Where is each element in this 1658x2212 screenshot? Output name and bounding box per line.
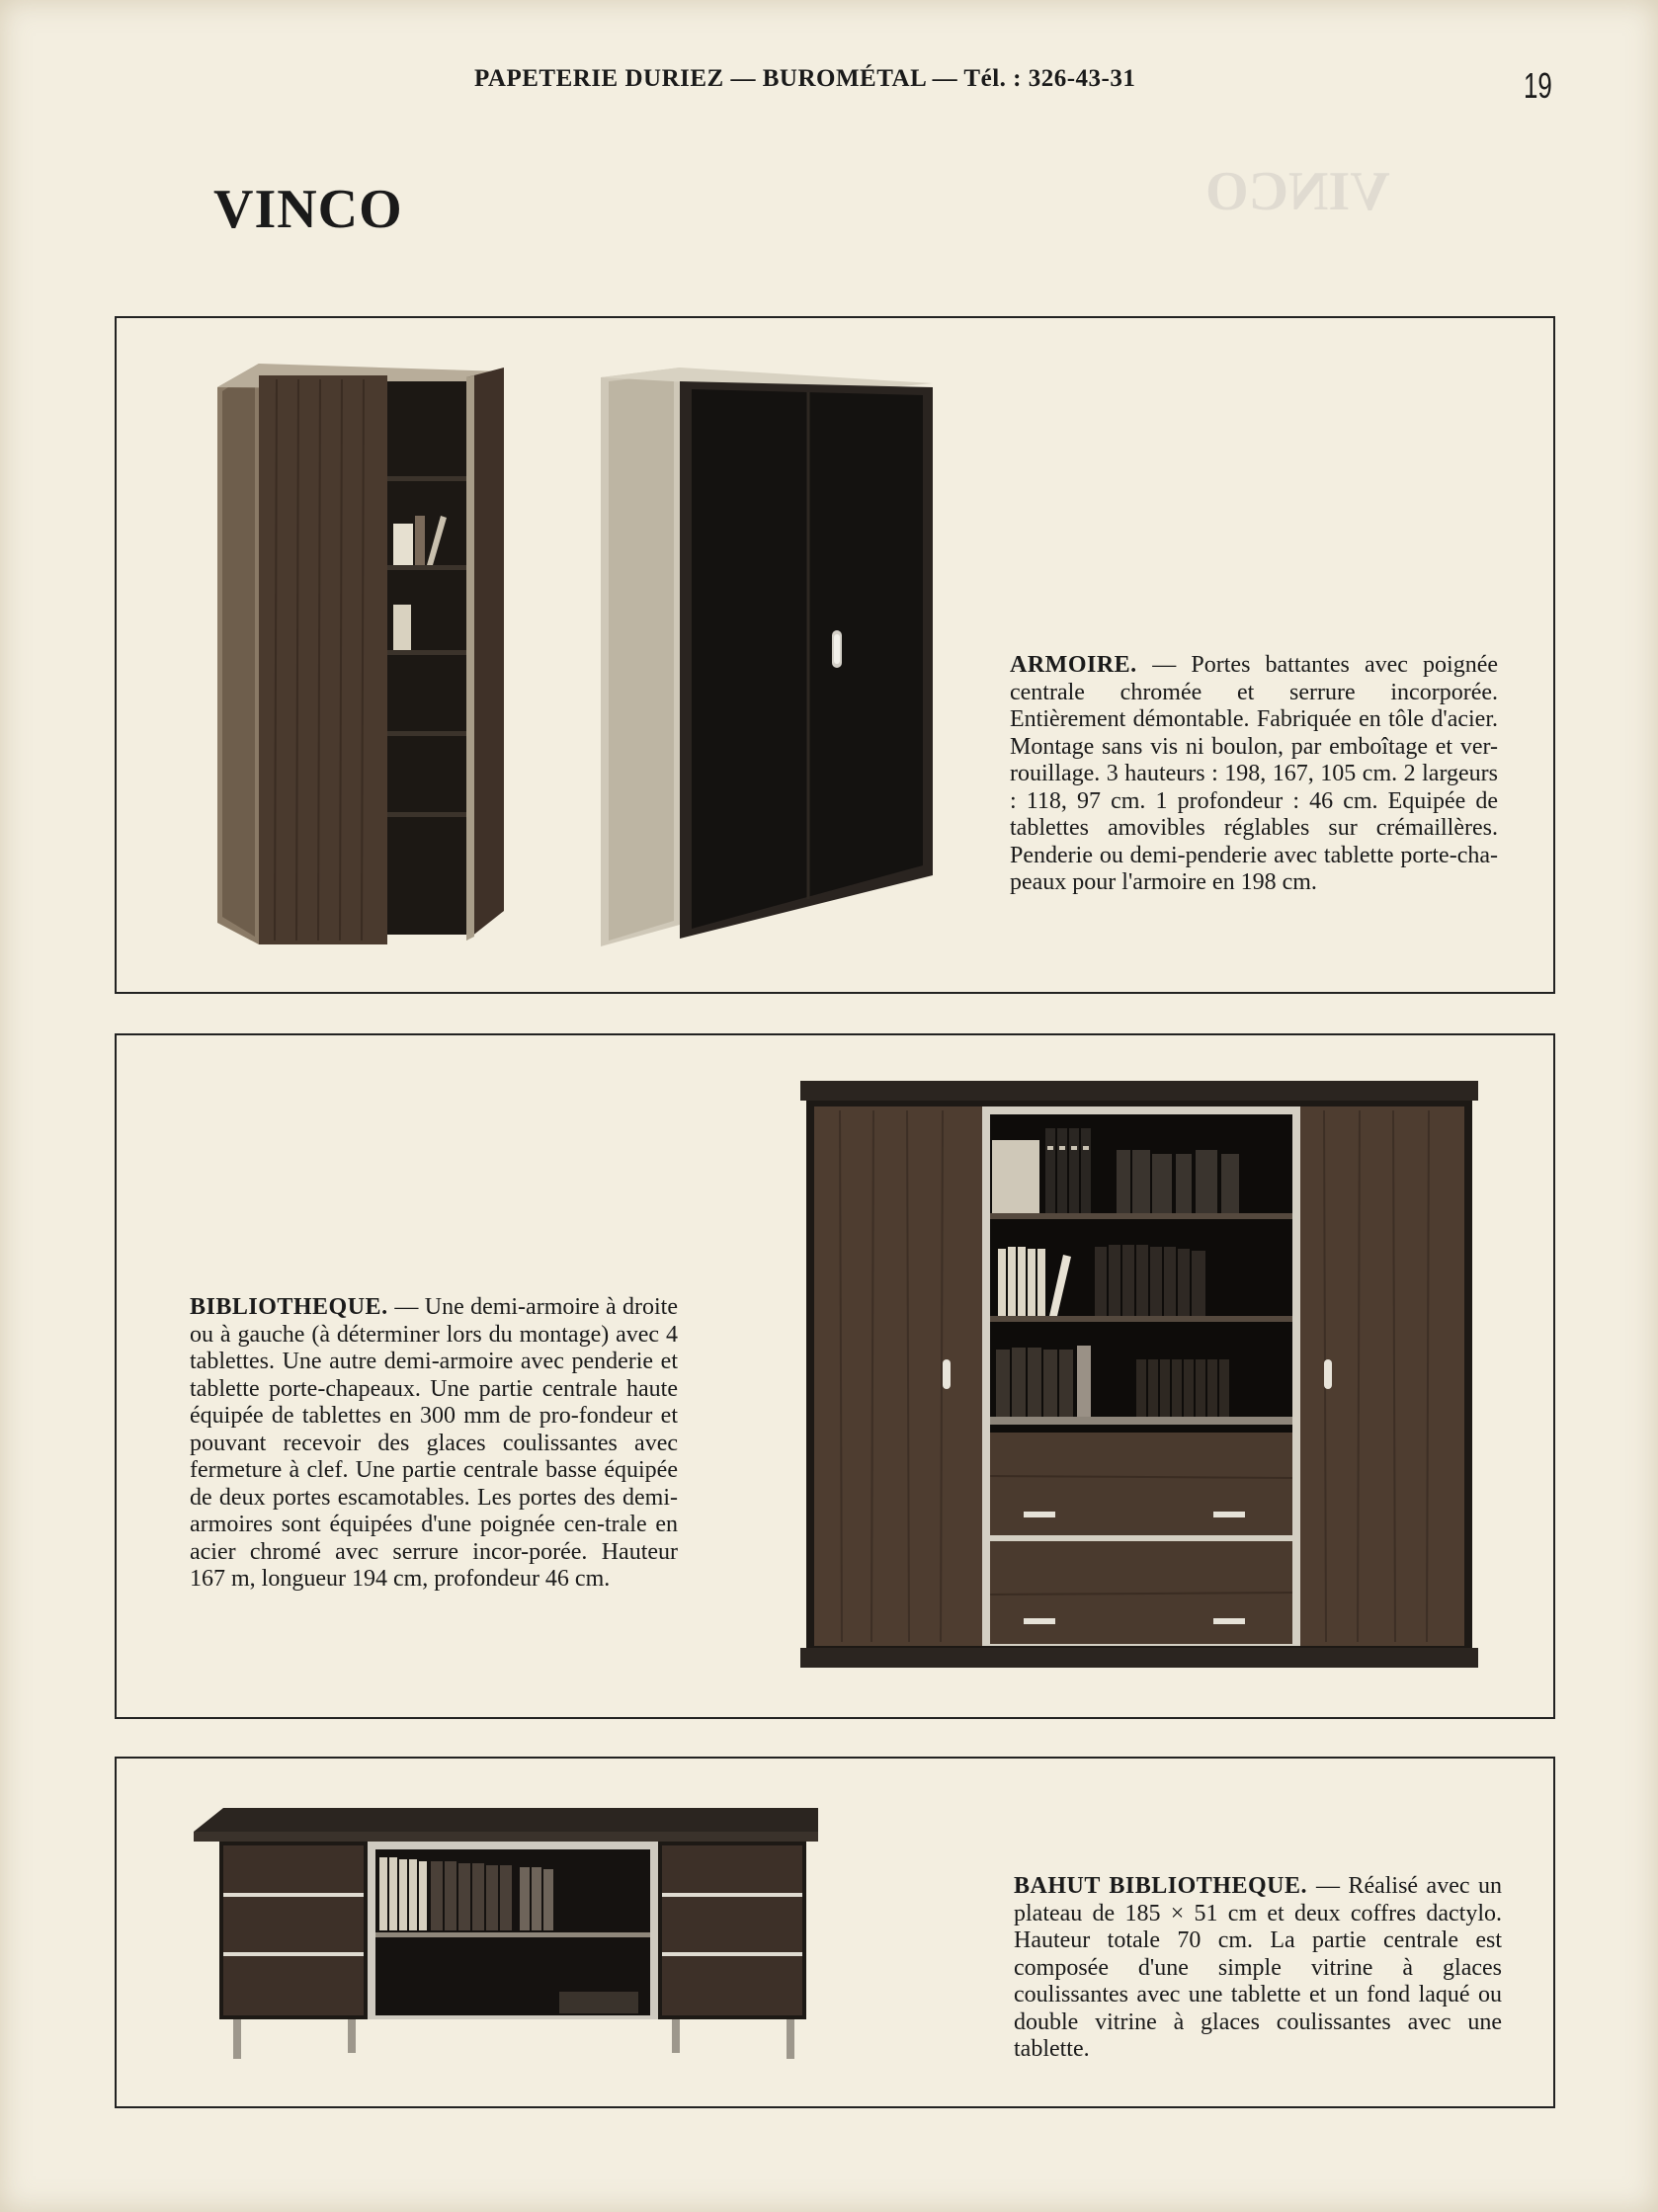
page-number: 19 xyxy=(1524,65,1552,106)
bahut-description xyxy=(1014,1873,1502,2064)
armoire-photo-closed xyxy=(601,362,937,950)
bibliotheque-description xyxy=(190,1294,678,1594)
armoire-description xyxy=(1010,652,1498,897)
bahut-photo xyxy=(194,1808,822,2061)
bleed-through-title: VINCO xyxy=(1205,161,1390,222)
bibliotheque-name: BIBLIOTHEQUE. xyxy=(190,1294,395,1320)
bahut-text: — Réalisé avec un plateau de 185 × 51 cm et deux coffres dactylo. Hauteur totale 70 cm. La partie centrale est composée d'une simple vitrine à glaces coulissantes avec une tablette et un fond laqué ou double vitrine à glaces coulissantes avec une tablette. xyxy=(1014,1873,1502,2062)
brand-title: VINCO xyxy=(213,179,403,240)
armoire-name: ARMOIRE. xyxy=(1010,652,1153,678)
armoire-photo-open xyxy=(217,358,514,950)
armoire-text: — Portes battantes avec poignée centrale chromée et serrure incorporée. Entièrement démontable. Fabriquée en tôle d'acier. Montage sans vis ni boulon, par emboîtage et ver-rouillage. 3 hauteurs : 198, 167, 105 cm. 2 largeurs : 118, 97 cm. 1 profondeur : 46 cm. Equipée de tablettes amovibles réglables sur crémaillères. Penderie ou demi-penderie avec tablette porte-cha-peaux pour l'armoire en 198 cm. xyxy=(1010,652,1499,895)
bibliotheque-text: — Une demi-armoire à droite ou à gauche (à déterminer lors du montage) avec 4 tablettes. Une autre demi-armoire avec penderie et tablette porte-chapeaux. Une partie centrale haute équipée de tablettes en 300 mm de pro-fondeur et pouvant recevoir des glaces coulissantes avec fermeture à clef. Une partie centrale basse équipée de deux portes escamotables. Les portes des demi-armoires sont équipées d'une poignée cen-trale en acier chromé avec serrure incor-porée. Hauteur 167 m, longueur 194 cm, profondeur 46 cm. xyxy=(190,1294,678,1592)
bahut-name: BAHUT BIBLIOTHEQUE. xyxy=(1014,1873,1316,1899)
bibliotheque-photo xyxy=(800,1081,1478,1670)
running-header: PAPETERIE DURIEZ — BUROMÉTAL — Tél. : 326-43-31 xyxy=(474,65,1136,92)
